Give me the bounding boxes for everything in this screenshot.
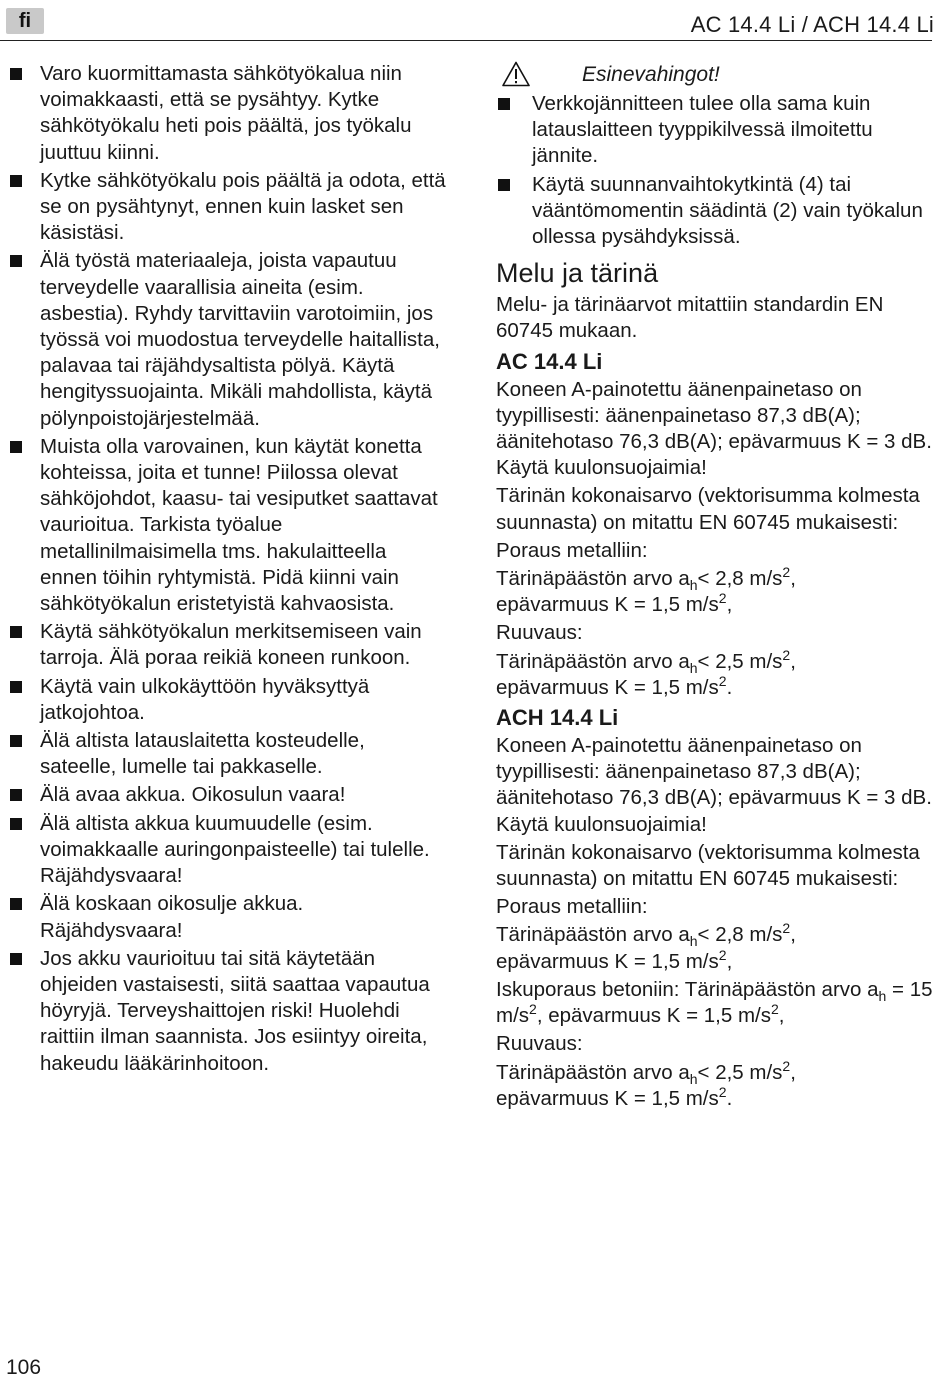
ac-screw-value: Tärinäpäästön arvo $a_h< 2,5$ $m/s^2$, epävarmuus K = 1,5 $m/s^2$. bbox=[496, 646, 796, 699]
list-item: Älä työstä materiaaleja, joista vapautuu terveydelle vaarallisia aineita (esim. asbestia). Ryhdy tarvittaviin varotoimiin, jos työssä voi muodostua terveydelle haitallista, palavaa tai räjähdysaltista pölyä. Käytä hengityssuojainta. Mikäli mahdollista, käytä pölynpoistojärjestelmää. bbox=[6, 248, 446, 431]
ach-drill-label: Poraus metalliin: bbox=[496, 895, 648, 919]
ach-impact-value: Iskuporaus betoniin: Tärinäpäästön arvo $a_h = 15$ $m/s^2$, epävarmuus K = 1,5 $m/s^2$, bbox=[496, 977, 933, 1028]
language-tab: fi bbox=[6, 8, 44, 34]
right-column bbox=[496, 61, 936, 1114]
list-item: Jos akku vaurioituu tai sitä käytetään ohjeiden vastaisesti, siitä saattaa vapautua höyryjä. Terveyshaittojen riski! Huolehdi raittiin ilman saannista. Jos esiintyy oireita, hakeudu lääkärinhoitoon. bbox=[6, 946, 446, 1077]
list-item: Käytä suunnanvaihtokytkintä (4) tai vääntömomentin säädintä (2) vain työkalun ollessa pysähdyksissä. bbox=[496, 172, 936, 251]
ach-vibration-intro: Tärinän kokonaisarvo (vektorisumma kolmesta suunnasta) on mitattu EN 60745 mukaisesti: bbox=[496, 840, 920, 891]
list-item: Älä altista akkua kuumuudelle (esim. voimakkaalle auringonpaisteelle) tai tulelle. Räjähdysvaara! bbox=[6, 811, 446, 890]
list-item: Muista olla varovainen, kun käytät konetta kohteissa, joita et tunne! Piilossa olevat sähköjohdot, kaasu- tai vesiputket saattavat vaurioitua. Tarkista työalue metallinilmaisimella tms. hakulaitteella ennen töihin ryhtymistä. Pidä kiinni vain sähkötyökalun eristetyistä kahvaosista. bbox=[6, 434, 446, 617]
ach-heading: ACH 14.4 Li bbox=[496, 705, 619, 731]
ach-screw-label: Ruuvaus: bbox=[496, 1032, 583, 1056]
ach-noise-text: Koneen A-painotettu äänenpainetaso on tyypillisesti: äänenpainetaso 87,3 dB(A); äänitehotaso 76,3 dB(A); epävarmuus K = 3 dB. Käytä kuulonsuojaimia! bbox=[496, 734, 932, 836]
ac-heading: AC 14.4 Li bbox=[496, 348, 603, 374]
section-intro: Melu- ja tärinäarvot mitattiin standardin EN 60745 mukaan. bbox=[496, 293, 884, 343]
model-title: AC 14.4 Li / ACH 14.4 Li bbox=[690, 12, 934, 37]
list-item: Käytä sähkötyökalun merkitsemiseen vain tarroja. Älä poraa reikiä koneen runkoon. bbox=[6, 619, 446, 671]
list-item: Älä avaa akkua. Oikosulun vaara! bbox=[6, 782, 446, 808]
property-damage-warning bbox=[496, 61, 936, 91]
list-item: Verkkojännitteen tulee olla sama kuin latauslaitteen tyyppikilvessä ilmoitettu jännite. bbox=[496, 91, 936, 170]
list-item: Älä altista latauslaitetta kosteudelle, sateelle, lumelle tai pakkaselle. bbox=[6, 728, 446, 780]
warning-title: Esinevahingot! bbox=[582, 63, 720, 86]
safety-list bbox=[6, 61, 446, 1077]
list-item: Käytä vain ulkokäyttöön hyväksyttyä jatkojohtoa. bbox=[6, 674, 446, 726]
list-item: Varo kuormittamasta sähkötyökalua niin voimakkaasti, että se pysähtyy. Kytke sähkötyökalu heti pois päältä, jos työkalu juuttuu kiinni. bbox=[6, 61, 446, 166]
ac-drill-value: Tärinäpäästön arvo $a_h< 2,8$ $m/s^2$, epävarmuus K = 1,5 $m/s^2$, bbox=[496, 564, 796, 617]
left-column bbox=[6, 61, 446, 1079]
ac-drill-label: Poraus metalliin: bbox=[496, 538, 648, 562]
warning-triangle-icon bbox=[502, 61, 530, 87]
list-item: Älä koskaan oikosulje akkua. Räjähdysvaara! bbox=[6, 891, 446, 943]
header-divider bbox=[0, 40, 932, 41]
list-item: Kytke sähkötyökalu pois päältä ja odota, että se on pysähtynyt, ennen kuin lasket sen käsistäsi. bbox=[6, 168, 446, 247]
ac-screw-label: Ruuvaus: bbox=[496, 621, 583, 645]
warning-list bbox=[496, 91, 936, 250]
ach-drill-value: Tärinäpäästön arvo $a_h< 2,8$ $m/s^2$, epävarmuus K = 1,5 $m/s^2$, bbox=[496, 920, 796, 973]
ac-vibration-intro: Tärinän kokonaisarvo (vektorisumma kolmesta suunnasta) on mitattu EN 60745 mukaisesti: bbox=[496, 484, 920, 534]
page-number: 106 bbox=[6, 1356, 42, 1379]
ach-screw-value: Tärinäpäästön arvo $a_h< 2,5$ $m/s^2$, epävarmuus K = 1,5 $m/s^2$. bbox=[496, 1057, 796, 1110]
section-title: Melu ja tärinä bbox=[496, 258, 659, 289]
ac-noise-text: Koneen A-painotettu äänenpainetaso on tyypillisesti: äänenpainetaso 87,3 dB(A); äänitehotaso 76,3 dB(A); epävarmuus K = 3 dB. Käytä kuulonsuojaimia! bbox=[496, 377, 932, 480]
